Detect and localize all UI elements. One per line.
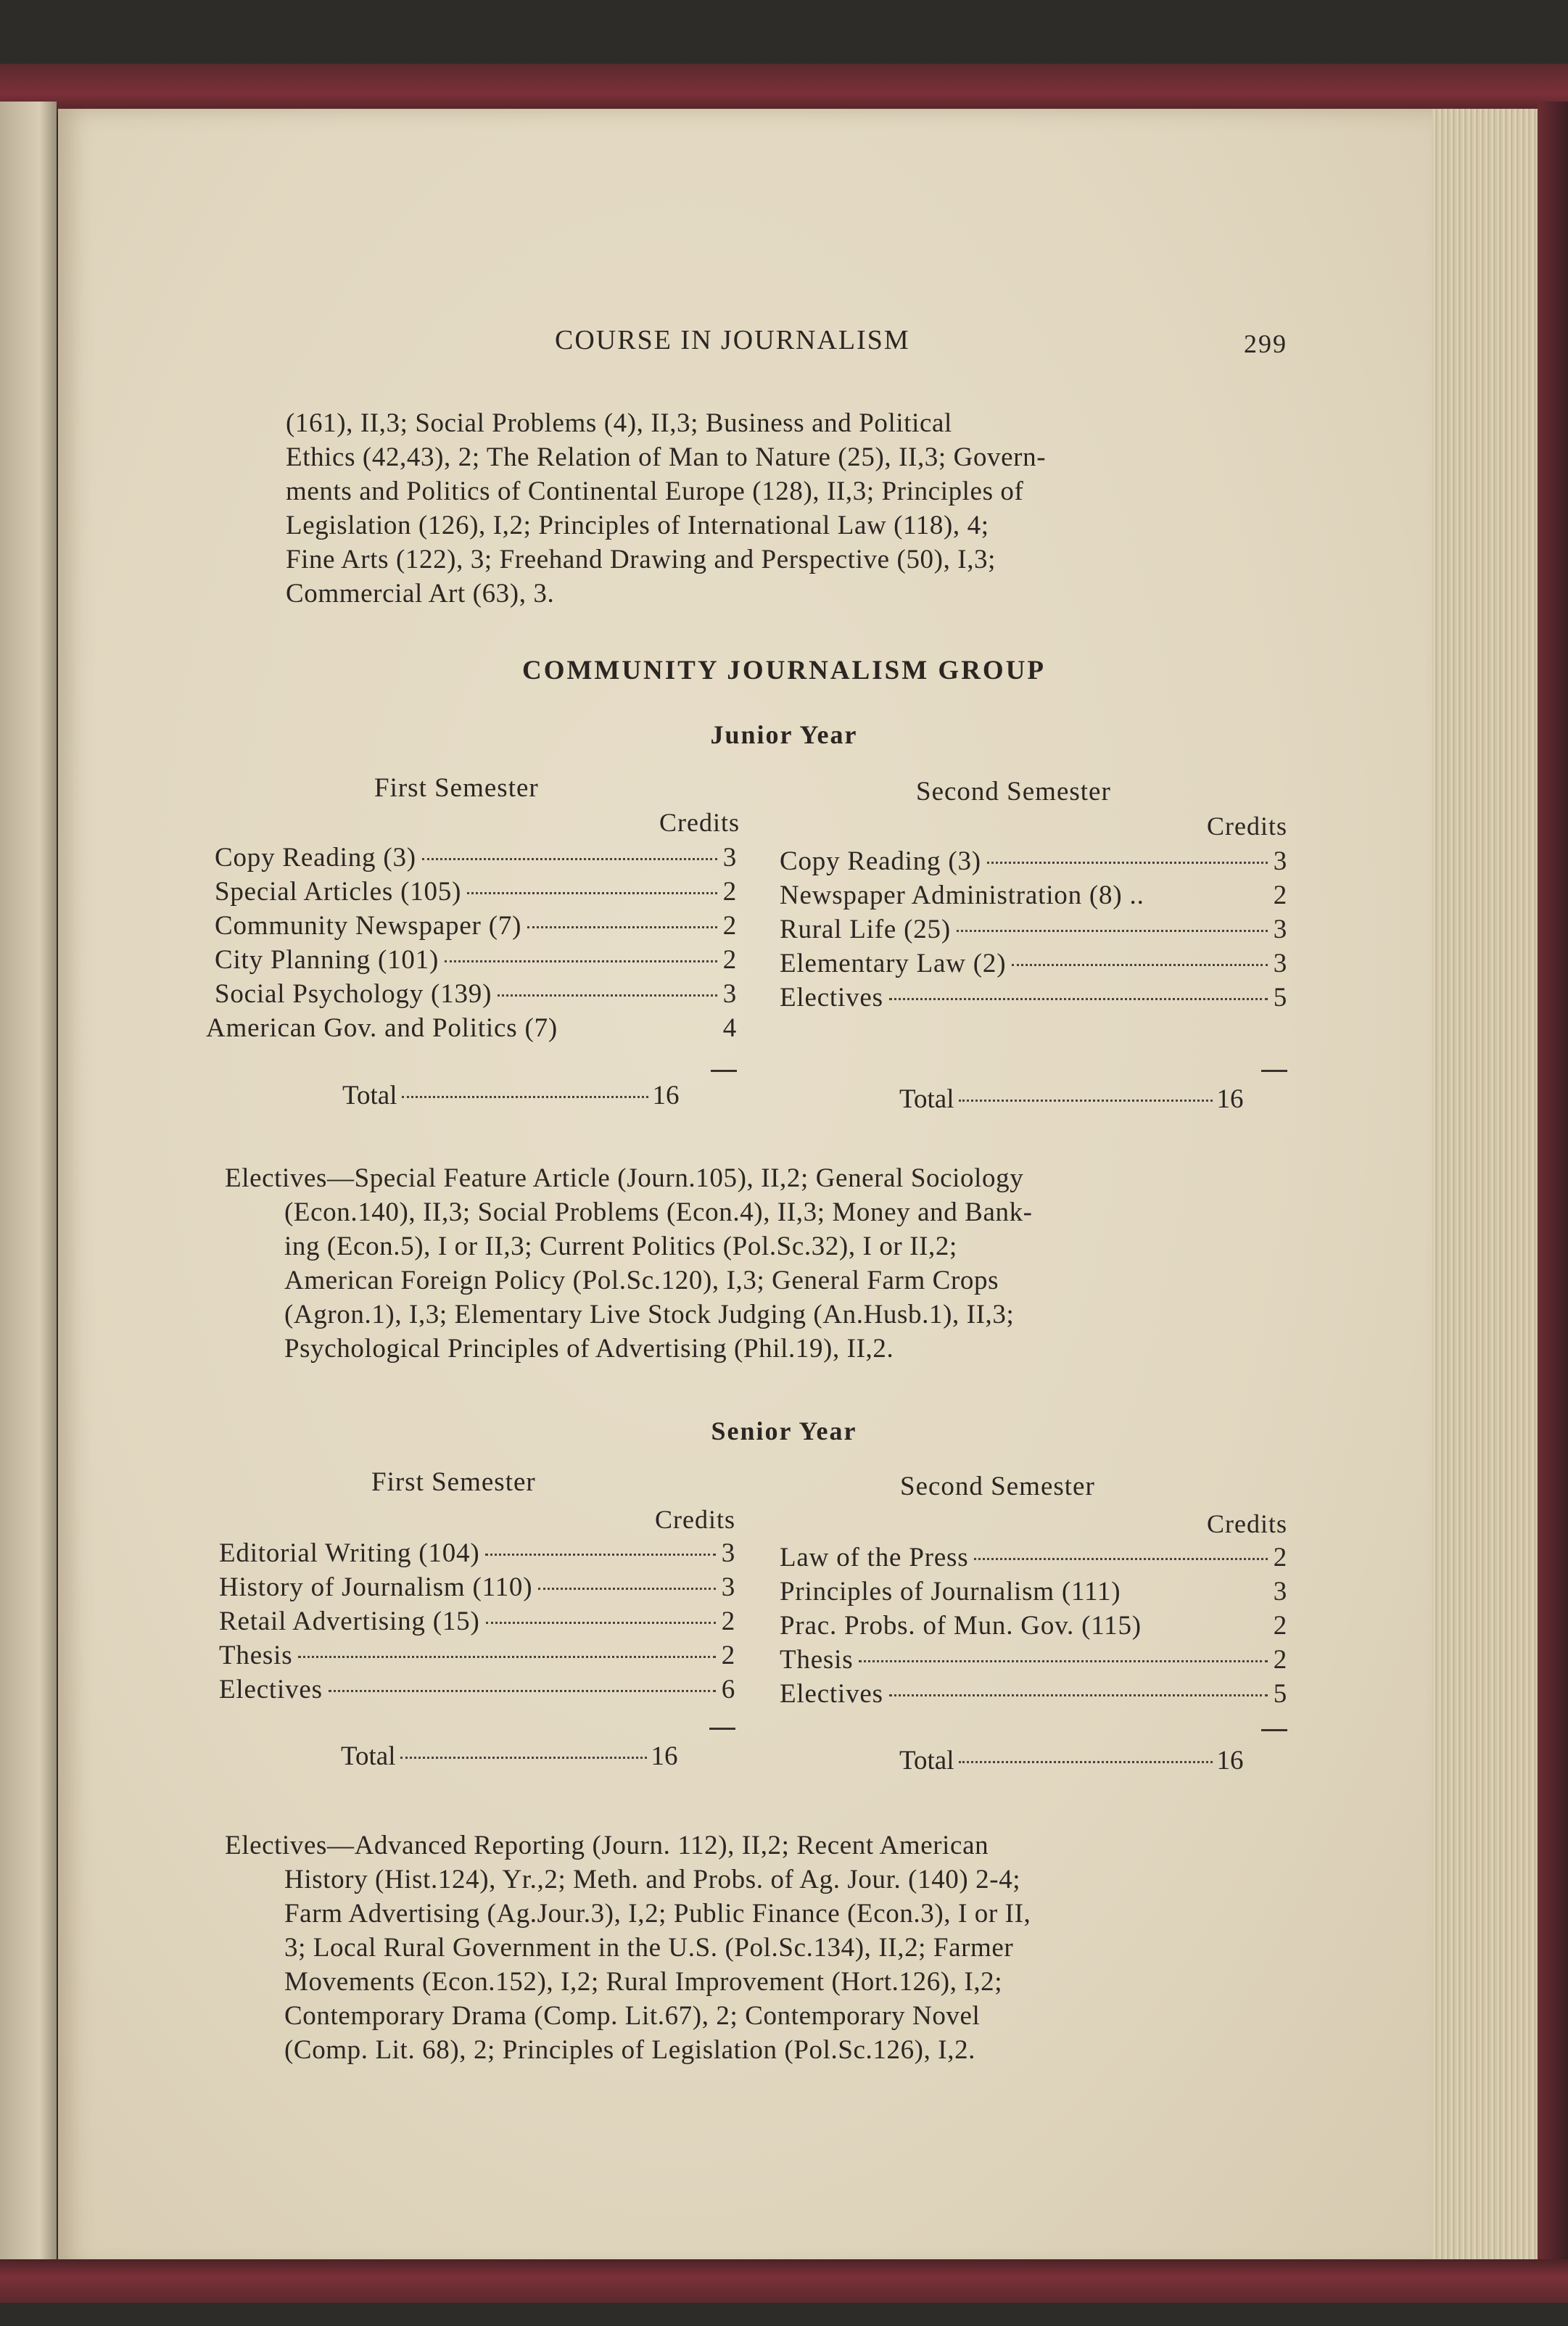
course-credits: 3 xyxy=(721,1538,735,1568)
dot-leader xyxy=(485,1554,715,1556)
dot-leader xyxy=(498,994,717,997)
course-name: Community Newspaper (7) xyxy=(215,911,522,941)
course-credits: 3 xyxy=(721,1572,735,1602)
dot-leader xyxy=(538,1588,715,1590)
paragraph-line: (161), II,3; Social Problems (4), II,3; Business and Political xyxy=(286,408,952,438)
paragraph-line: Commercial Art (63), 3. xyxy=(286,579,555,609)
paragraph-line: ments and Politics of Continental Europe (128), II,3; Principles of xyxy=(286,477,1024,506)
electives-line: (Comp. Lit. 68), 2; Principles of Legislation (Pol.Sc.126), I,2. xyxy=(284,2035,976,2065)
course-credits: 2 xyxy=(722,945,737,975)
course-credits: 3 xyxy=(722,979,737,1009)
electives-line: Movements (Econ.152), I,2; Rural Improvement (Hort.126), I,2; xyxy=(284,1967,1003,1997)
course-credits: 3 xyxy=(1273,949,1287,978)
electives-line: Farm Advertising (Ag.Jour.3), I,2; Public Finance (Econ.3), I or II, xyxy=(284,1899,1031,1929)
course-row xyxy=(780,982,1287,1015)
course-row xyxy=(780,1644,1287,1678)
electives-line: History (Hist.124), Yr.,2; Meth. and Probs. of Ag. Jour. (140) 2-4; xyxy=(284,1865,1021,1894)
course-credits: 2 xyxy=(1273,1645,1287,1675)
course-name: Special Articles (105) xyxy=(215,877,462,907)
dot-leader xyxy=(859,1660,1267,1662)
dot-leader xyxy=(959,1100,1213,1102)
book-binding-bottom xyxy=(0,2259,1568,2303)
course-name: History of Journalism (110) xyxy=(219,1572,533,1602)
course-row xyxy=(215,910,737,944)
credits-heading: Credits xyxy=(1207,1509,1287,1538)
course-credits: 3 xyxy=(1273,1577,1287,1607)
course-row xyxy=(219,1538,735,1571)
course-credits: 2 xyxy=(721,1607,735,1636)
total-value: 16 xyxy=(652,1081,680,1110)
course-name: Editorial Writing (104) xyxy=(219,1538,480,1568)
course-credits: 2 xyxy=(722,877,737,907)
dot-leader xyxy=(298,1656,715,1658)
dot-leader xyxy=(467,892,717,894)
sum-rule xyxy=(1261,1070,1287,1072)
course-name: Electives xyxy=(780,1679,883,1709)
course-row xyxy=(780,1678,1287,1712)
credits-heading: Credits xyxy=(655,1505,735,1534)
course-credits: 3 xyxy=(1273,915,1287,944)
course-name: Elementary Law (2) xyxy=(780,949,1007,978)
course-name: Law of the Press xyxy=(780,1543,969,1572)
course-credits: 6 xyxy=(721,1675,735,1704)
course-row xyxy=(206,1013,737,1046)
dot-leader xyxy=(422,858,717,860)
course-credits: 2 xyxy=(722,911,737,941)
sum-rule xyxy=(709,1728,735,1730)
electives-line: American Foreign Policy (Pol.Sc.120), I,3; General Farm Crops xyxy=(284,1266,999,1295)
total-row xyxy=(899,1745,1244,1778)
course-row xyxy=(780,880,1287,913)
junior-year-title: Junior Year xyxy=(710,720,858,749)
paragraph-line: Fine Arts (122), 3; Freehand Drawing and Perspective (50), I,3; xyxy=(286,545,996,574)
course-name: Newspaper Administration (8) .. xyxy=(780,881,1144,910)
electives-line: ing (Econ.5), I or II,3; Current Politics (Pol.Sc.32), I or II,2; xyxy=(284,1232,957,1261)
senior-second-semester xyxy=(780,1471,1287,1819)
course-name: Copy Reading (3) xyxy=(215,843,416,873)
course-credits: 5 xyxy=(1273,983,1287,1013)
course-row xyxy=(219,1572,735,1605)
page-header xyxy=(0,324,1568,360)
course-credits: 2 xyxy=(1273,1611,1287,1641)
electives-line: (Econ.140), II,3; Social Problems (Econ.4), II,3; Money and Bank- xyxy=(284,1197,1033,1227)
course-row xyxy=(780,914,1287,947)
semester-heading: First Semester xyxy=(371,1467,536,1497)
paragraph-line: Ethics (42,43), 2; The Relation of Man to Nature (25), II,3; Govern- xyxy=(286,442,1047,472)
course-row xyxy=(215,876,737,910)
dot-leader xyxy=(889,998,1268,1000)
group-title: COMMUNITY JOURNALISM GROUP xyxy=(521,656,1047,685)
course-credits: 4 xyxy=(722,1013,737,1043)
junior-second-semester xyxy=(780,776,1287,1124)
total-value: 16 xyxy=(651,1741,678,1771)
facing-page-edge xyxy=(0,102,57,2267)
total-label: Total xyxy=(899,1746,954,1776)
dot-leader xyxy=(959,1761,1213,1763)
course-name: Prac. Probs. of Mun. Gov. (115) xyxy=(780,1611,1142,1641)
course-name: City Planning (101) xyxy=(215,945,440,975)
total-row xyxy=(342,1080,680,1113)
course-row xyxy=(219,1640,735,1673)
course-name: Retail Advertising (15) xyxy=(219,1607,480,1636)
course-row xyxy=(215,978,737,1012)
senior-first-semester xyxy=(219,1467,735,1815)
course-row xyxy=(780,846,1287,879)
total-value: 16 xyxy=(1216,1746,1244,1776)
dot-leader xyxy=(987,862,1268,864)
dot-leader xyxy=(1012,964,1267,966)
electives-line: Electives—Special Feature Article (Journ.105), II,2; General Sociology xyxy=(225,1163,1024,1193)
course-name: Electives xyxy=(780,983,883,1013)
dot-leader xyxy=(445,960,717,962)
semester-heading: First Semester xyxy=(374,773,539,803)
dot-leader xyxy=(402,1096,648,1098)
course-row xyxy=(780,1542,1287,1575)
total-row xyxy=(341,1741,678,1774)
total-label: Total xyxy=(342,1081,397,1110)
credits-heading: Credits xyxy=(1207,812,1287,841)
book-binding-top xyxy=(0,64,1568,115)
course-credits: 2 xyxy=(1273,1543,1287,1572)
page-number: 299 xyxy=(1244,329,1287,358)
junior-first-semester xyxy=(206,772,740,1121)
total-label: Total xyxy=(341,1741,396,1771)
electives-line: Electives—Advanced Reporting (Journ. 112), II,2; Recent American xyxy=(225,1831,989,1860)
dot-leader xyxy=(527,926,717,928)
dot-leader xyxy=(329,1690,716,1692)
course-row xyxy=(219,1606,735,1639)
book-cover-edge xyxy=(1538,102,1568,2270)
course-credits: 2 xyxy=(1273,881,1287,910)
course-row xyxy=(780,1576,1287,1609)
course-row xyxy=(780,1610,1287,1644)
course-row xyxy=(215,842,737,875)
senior-year-title: Senior Year xyxy=(711,1416,857,1445)
course-name: American Gov. and Politics (7) xyxy=(206,1013,558,1043)
credits-heading: Credits xyxy=(659,808,740,837)
sum-rule xyxy=(711,1070,737,1072)
course-row xyxy=(780,948,1287,981)
semester-heading: Second Semester xyxy=(900,1472,1095,1501)
sum-rule xyxy=(1261,1729,1287,1731)
running-head: COURSE IN JOURNALISM xyxy=(555,325,910,355)
course-credits: 3 xyxy=(1273,846,1287,876)
course-row xyxy=(219,1674,735,1707)
course-credits: 2 xyxy=(721,1641,735,1670)
course-name: Thesis xyxy=(219,1641,293,1670)
total-value: 16 xyxy=(1216,1084,1244,1114)
dot-leader xyxy=(957,930,1268,932)
paragraph-line: Legislation (126), I,2; Principles of International Law (118), 4; xyxy=(286,511,989,540)
course-name: Rural Life (25) xyxy=(780,915,951,944)
course-credits: 5 xyxy=(1273,1679,1287,1709)
total-label: Total xyxy=(899,1084,954,1114)
course-name: Copy Reading (3) xyxy=(780,846,981,876)
course-credits: 3 xyxy=(722,843,737,873)
electives-line: 3; Local Rural Government in the U.S. (Pol.Sc.134), II,2; Farmer xyxy=(284,1933,1014,1963)
electives-line: Contemporary Drama (Comp. Lit.67), 2; Contemporary Novel xyxy=(284,2001,981,2031)
electives-line: (Agron.1), I,3; Elementary Live Stock Judging (An.Husb.1), II,3; xyxy=(284,1300,1015,1329)
dot-leader xyxy=(974,1558,1267,1560)
course-name: Thesis xyxy=(780,1645,854,1675)
total-row xyxy=(899,1084,1244,1117)
course-row xyxy=(215,944,737,978)
dot-leader xyxy=(400,1757,647,1759)
electives-line: Psychological Principles of Advertising (Phil.19), II,2. xyxy=(284,1334,894,1364)
course-name: Social Psychology (139) xyxy=(215,979,492,1009)
page-fore-edge xyxy=(1432,109,1541,2267)
dot-leader xyxy=(486,1622,716,1624)
course-name: Principles of Journalism (111) xyxy=(780,1577,1121,1607)
semester-heading: Second Semester xyxy=(916,777,1111,807)
dot-leader xyxy=(889,1694,1268,1696)
course-name: Electives xyxy=(219,1675,323,1704)
